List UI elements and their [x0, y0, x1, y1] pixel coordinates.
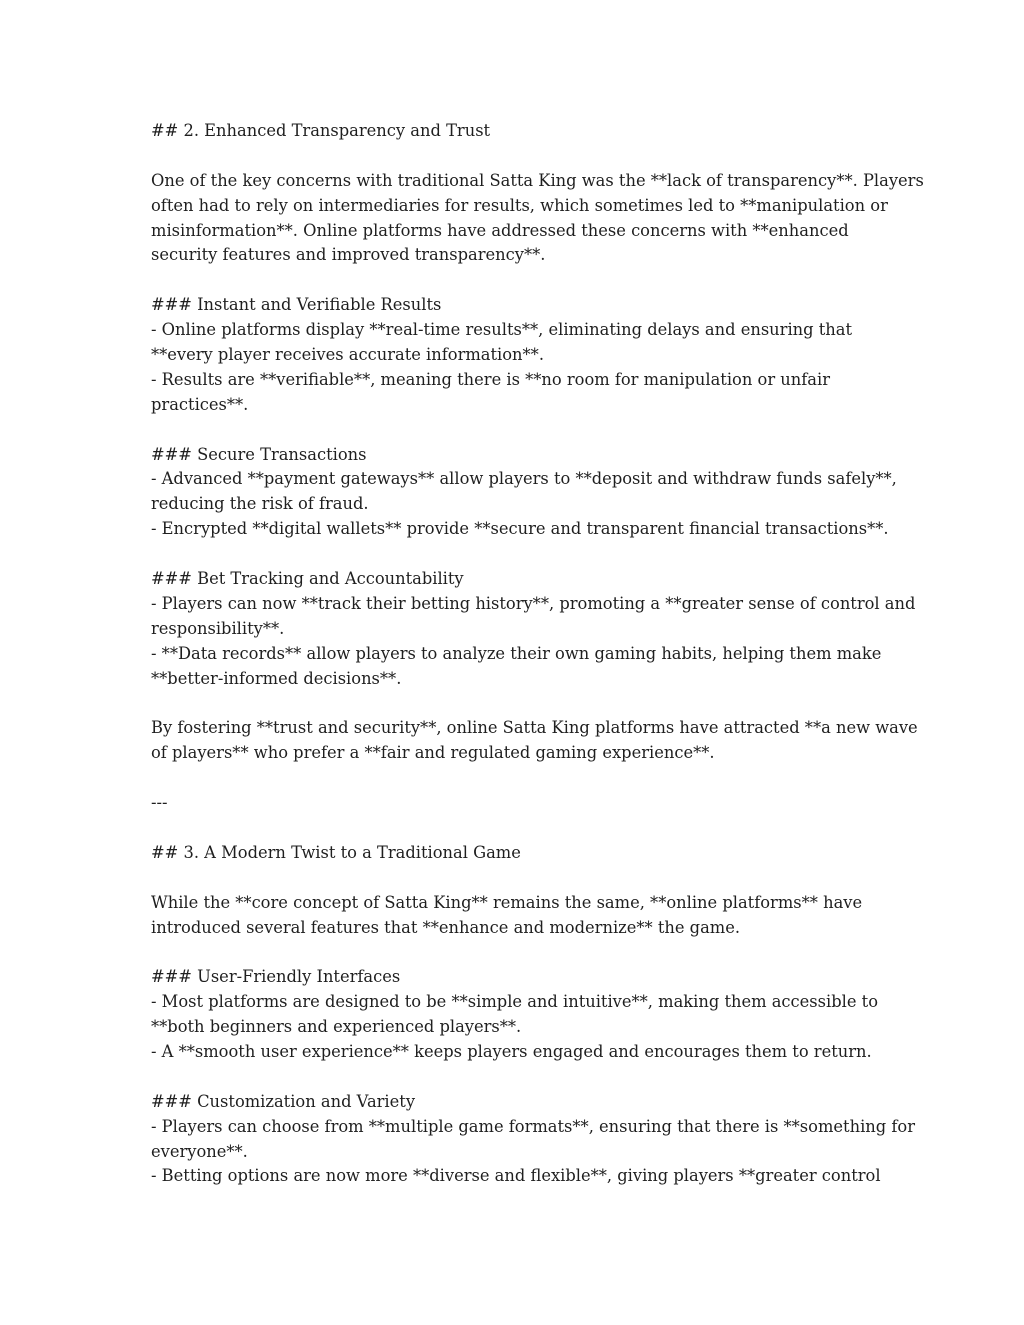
document-body: [151, 119, 924, 1189]
text-line: introduced several features that **enhance and modernize** the game.: [151, 917, 741, 937]
divider-line: ---: [151, 793, 168, 813]
blank-line: [151, 268, 891, 293]
bullet-line: - A **smooth user experience** keeps players engaged and encourages them to return.: [151, 1041, 872, 1061]
blank-line: [151, 691, 891, 716]
text-line: security features and improved transparency**.: [151, 245, 546, 265]
text-line: reducing the risk of fraud.: [151, 494, 369, 514]
text-line: responsibility**.: [151, 618, 285, 638]
text-line: While the **core concept of Satta King** remains the same, **online platforms** have: [151, 892, 863, 912]
subheading-line: ### Instant and Verifiable Results: [151, 295, 442, 315]
bullet-line: - Players can now **track their betting history**, promoting a **greater sense of control and: [151, 593, 916, 613]
bullet-line: - Online platforms display **real-time results**, eliminating delays and ensuring that: [151, 320, 853, 340]
blank-line: [151, 766, 891, 791]
text-line: everyone**.: [151, 1141, 248, 1161]
text-line: misinformation**. Online platforms have addressed these concerns with **enhanced: [151, 220, 849, 240]
text-line: of players** who prefer a **fair and regulated gaming experience**.: [151, 743, 715, 763]
blank-line: [151, 866, 891, 891]
blank-line: [151, 1065, 891, 1090]
blank-line: [151, 816, 891, 841]
subheading-line: ### Bet Tracking and Accountability: [151, 569, 464, 589]
bullet-line: - Encrypted **digital wallets** provide **secure and transparent financial transactions**.: [151, 519, 889, 539]
subheading-line: ### Secure Transactions: [151, 444, 367, 464]
text-line: **both beginners and experienced players**.: [151, 1017, 522, 1037]
heading-line: ## 2. Enhanced Transparency and Trust: [151, 121, 491, 140]
heading-line: ## 3. A Modern Twist to a Traditional Game: [151, 842, 521, 862]
bullet-line: - Betting options are now more **diverse and flexible**, giving players **greater control: [151, 1166, 881, 1186]
text-line: often had to rely on intermediaries for results, which sometimes led to **manipulation or: [151, 195, 888, 215]
bullet-line: - Results are **verifiable**, meaning there is **no room for manipulation or unfair: [151, 369, 830, 389]
text-line: **every player receives accurate information**.: [151, 345, 544, 365]
text-line: One of the key concerns with traditional Satta King was the **lack of transparency**. Players: [151, 170, 924, 190]
blank-line: [151, 144, 891, 169]
text-line: practices**.: [151, 394, 249, 414]
bullet-line: - Advanced **payment gateways** allow players to **deposit and withdraw funds safely**,: [151, 469, 897, 489]
bullet-line: - Most platforms are designed to be **simple and intuitive**, making them accessible to: [151, 992, 879, 1012]
blank-line: [151, 542, 891, 567]
text-line: By fostering **trust and security**, online Satta King platforms have attracted **a new wave: [151, 718, 918, 738]
subheading-line: ### Customization and Variety: [151, 1091, 416, 1111]
bullet-line: - Players can choose from **multiple game formats**, ensuring that there is **something for: [151, 1116, 915, 1136]
text-line: **better-informed decisions**.: [151, 668, 402, 688]
bullet-line: - **Data records** allow players to analyze their own gaming habits, helping them make: [151, 643, 882, 663]
subheading-line: ### User-Friendly Interfaces: [151, 967, 401, 987]
blank-line: [151, 418, 891, 443]
blank-line: [151, 940, 891, 965]
